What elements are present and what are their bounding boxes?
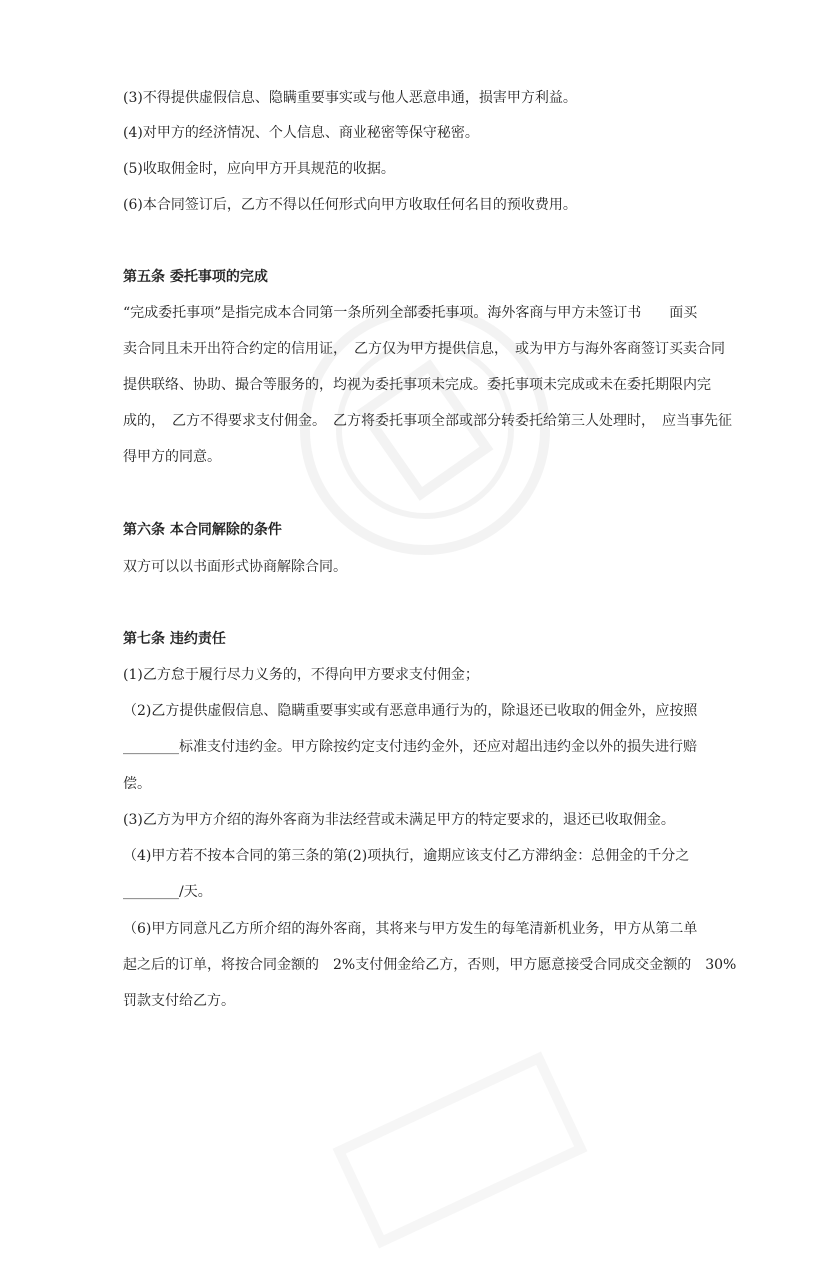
clause4-item-4: (4)对甲方的经济情况、个人信息、商业秘密等保守秘密。 <box>123 125 479 141</box>
clause5-title: 第五条 委托事项的完成 <box>123 269 268 285</box>
clause7-line: （4)甲方若不按本合同的第三条的第(2)项执行，逾期应该支付乙方滞纳金：总佣金的千分之 <box>123 848 690 864</box>
watermark-bottom-icon <box>313 1032 608 1268</box>
clause6-title: 第六条 本合同解除的条件 <box>123 522 282 538</box>
clause7-line: (1)乙方怠于履行尽力义务的，不得向甲方要求支付佣金； <box>123 667 479 683</box>
clause7-line: 罚款支付给乙方。 <box>123 993 235 1009</box>
clause7-line: ________/天。 <box>123 884 212 900</box>
clause7-line: 起之后的订单，将按合同金额的 2%支付佣金给乙方，否则，甲方愿意接受合同成交金额的 30% <box>123 957 737 973</box>
clause4-item-6: (6)本合同签订后，乙方不得以任何形式向甲方收取任何名目的预收费用。 <box>123 197 577 213</box>
clause4-item-3: (3)不得提供虚假信息、隐瞒重要事实或与他人恶意串通，损害甲方利益。 <box>123 90 577 106</box>
clause5-line: 卖合同且未开出符合约定的信用证， 乙方仅为甲方提供信息， 或为甲方与海外客商签订买卖合同 <box>123 341 725 357</box>
clause7-line: （2)乙方提供虚假信息、隐瞒重要事实或有恶意串通行为的，除退还已收取的佣金外，应按照 <box>123 703 698 719</box>
clause5-line: 成的， 乙方不得要求支付佣金。 乙方将委托事项全部或部分转委托给第三人处理时， 应当事先征 <box>123 413 732 429</box>
clause6-line: 双方可以以书面形式协商解除合同。 <box>123 559 347 575</box>
clause5-line: 提供联络、协助、撮合等服务的，均视为委托事项未完成。委托事项未完成或未在委托期限内完 <box>123 377 711 393</box>
clause4-item-5: (5)收取佣金时，应向甲方开具规范的收据。 <box>123 161 395 177</box>
clause5-line: “完成委托事项”是指完成本合同第一条所列全部委托事项。海外客商与甲方未签订书 面买 <box>123 305 698 321</box>
clause5-line: 得甲方的同意。 <box>123 449 221 465</box>
clause7-line: 偿。 <box>123 776 151 792</box>
clause7-line: ________标准支付违约金。甲方除按约定支付违约金外，还应对超出违约金以外的损失进行赔 <box>123 739 697 755</box>
clause7-line: (3)乙方为甲方介绍的海外客商为非法经营或未满足甲方的特定要求的，退还已收取佣金。 <box>123 812 675 828</box>
clause7-title: 第七条 违约责任 <box>123 631 226 647</box>
clause7-line: （6)甲方同意凡乙方所介绍的海外客商，其将来与甲方发生的每笔清新机业务，甲方从第二单 <box>123 921 698 937</box>
